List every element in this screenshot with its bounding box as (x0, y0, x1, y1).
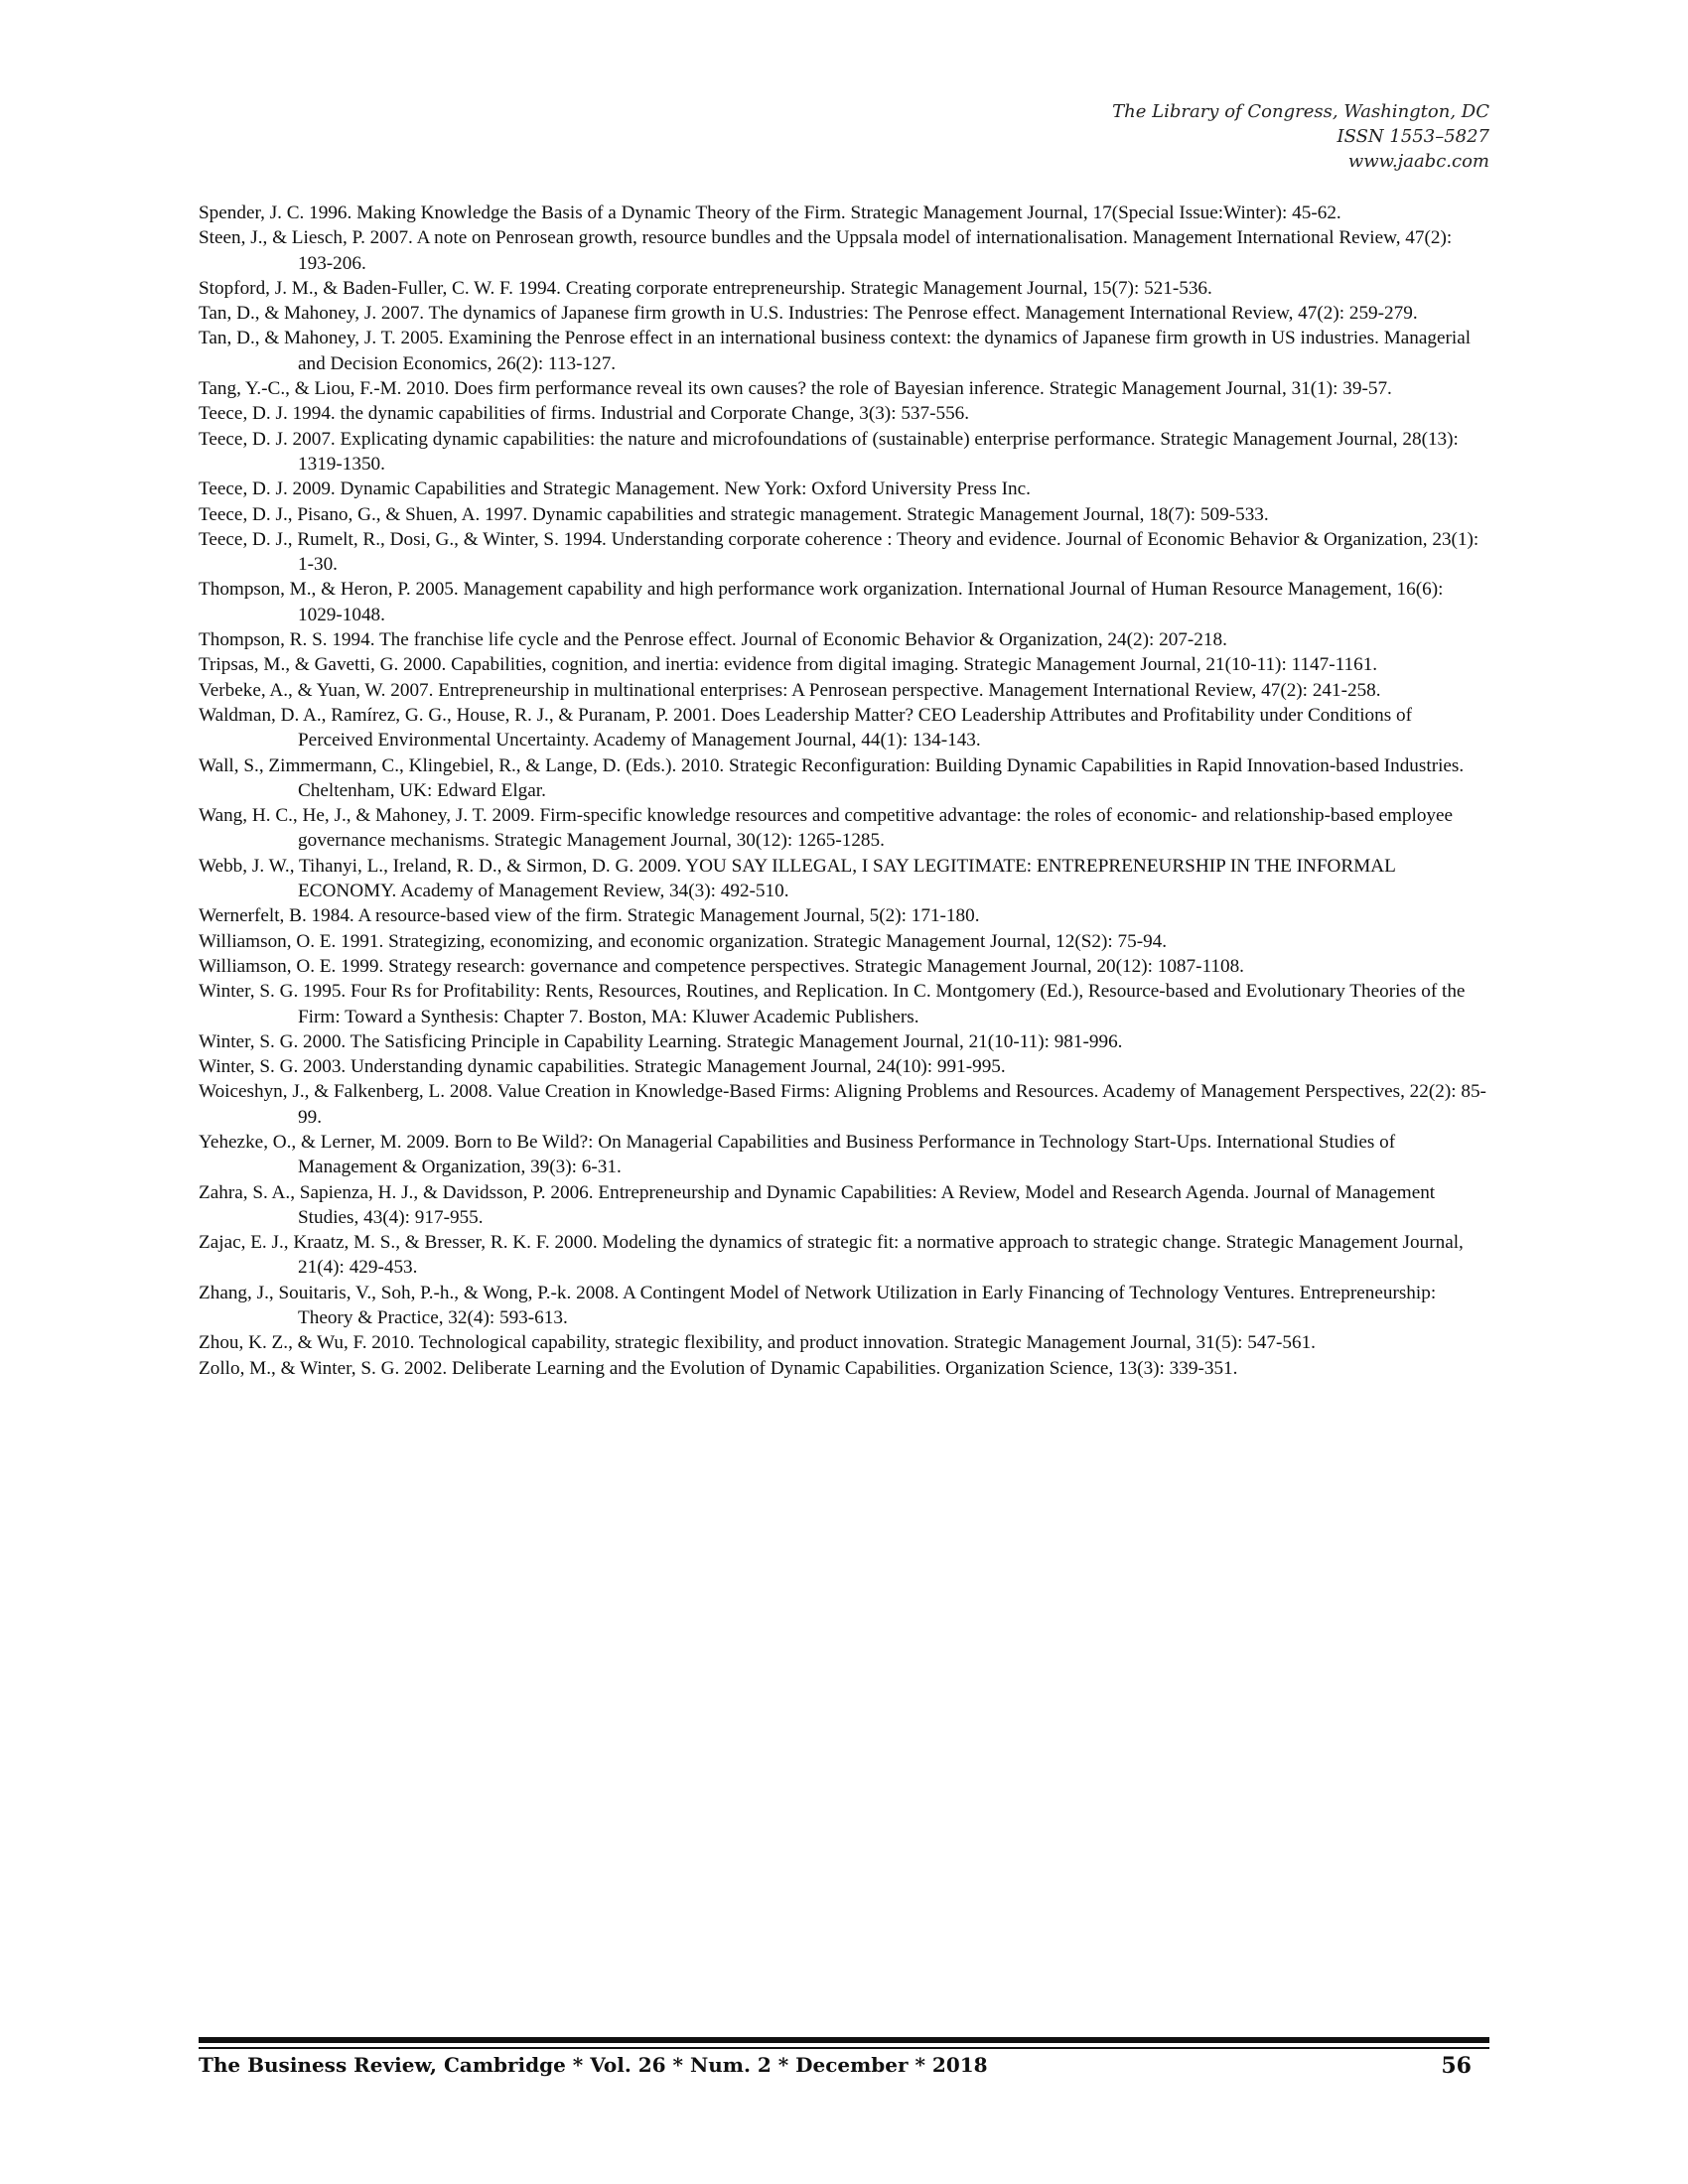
reference-entry: Winter, S. G. 2003. Understanding dynamic capabilities. Strategic Management Journal, 24(10): 991-995. (199, 1056, 1006, 1078)
reference-entry: Teece, D. J. 2007. Explicating dynamic capabilities: the nature and microfoundations of (sustainable) enterprise performance. Strategic Management Journal, 28(13): 1319-1350. (199, 428, 1459, 475)
reference-entry: Woiceshyn, J., & Falkenberg, L. 2008. Value Creation in Knowledge-Based Firms: Aligning Problems and Resources. Academy of Management Perspectives, 22(2): 85-99. (199, 1081, 1486, 1128)
reference-entry: Wernerfelt, B. 1984. A resource-based view of the firm. Strategic Management Journal, 5(2): 171-180. (199, 905, 980, 927)
reference-entry: Zajac, E. J., Kraatz, M. S., & Bresser, R. K. F. 2000. Modeling the dynamics of strategic fit: a normative approach to strategic change. Strategic Management Journal, 21(4): 429-453. (199, 1232, 1464, 1279)
reference-entry: Williamson, O. E. 1999. Strategy research: governance and competence perspectives. Strategic Management Journal, 20(12): 1087-1108. (199, 955, 1244, 977)
reference-entry: Winter, S. G. 1995. Four Rs for Profitability: Rents, Resources, Routines, and Replication. In C. Montgomery (Ed.), Resource-based and Evolutionary Theories of the Firm: Toward a Synthesis: Chapter 7. Boston, MA: Kluwer Academic Publishers. (199, 981, 1466, 1027)
reference-entry: Wang, H. C., He, J., & Mahoney, J. T. 2009. Firm-specific knowledge resources and competitive advantage: the roles of economic- and relationship-based employee governance mechanisms. Strategic Management Journal, 30(12): 1265-1285. (199, 805, 1454, 852)
reference-entry: Tan, D., & Mahoney, J. T. 2005. Examining the Penrose effect in an international business context: the dynamics of Japanese firm growth in US industries. Managerial and Decision Economics, 26(2): 113-127. (199, 328, 1472, 374)
reference-entry: Teece, D. J. 1994. the dynamic capabilities of firms. Industrial and Corporate Change, 3(3): 537-556. (199, 403, 970, 425)
footer-rule-thin (199, 2047, 1489, 2049)
footer-rule-thick (199, 2037, 1489, 2043)
header-website: www.jaabc.com (1347, 151, 1489, 172)
reference-list (199, 201, 1489, 1381)
reference-entry: Winter, S. G. 2000. The Satisficing Principle in Capability Learning. Strategic Management Journal, 21(10-11): 981-996. (199, 1030, 1123, 1052)
page-number: 56 (1441, 2053, 1472, 2079)
reference-entry: Wall, S., Zimmermann, C., Klingebiel, R., & Lange, D. (Eds.). 2010. Strategic Reconfiguration: Building Dynamic Capabilities in Rapid Innovation-based Industries. Cheltenham, UK: Edward Elgar. (199, 754, 1465, 801)
reference-entry: Teece, D. J., Pisano, G., & Shuen, A. 1997. Dynamic capabilities and strategic management. Strategic Management Journal, 18(7): 509-533. (199, 503, 1269, 525)
reference-entry: Steen, J., & Liesch, P. 2007. A note on Penrosean growth, resource bundles and the Uppsala model of internationalisation. Management International Review, 47(2): 193-206. (199, 227, 1453, 274)
reference-entry: Zollo, M., & Winter, S. G. 2002. Deliberate Learning and the Evolution of Dynamic Capabilities. Organization Science, 13(3): 339-351. (199, 1357, 1238, 1379)
reference-entry: Thompson, M., & Heron, P. 2005. Management capability and high performance work organization. International Journal of Human Resource Management, 16(6): 1029-1048. (199, 579, 1444, 625)
reference-entry: Verbeke, A., & Yuan, W. 2007. Entrepreneurship in multinational enterprises: A Penrosean perspective. Management International Review, 47(2): 241-258. (199, 679, 1381, 701)
reference-entry: Yehezke, O., & Lerner, M. 2009. Born to Be Wild?: On Managerial Capabilities and Business Performance in Technology Start-Ups. International Studies of Management & Organization, 39(3): 6-31. (199, 1131, 1396, 1178)
page-footer (199, 2053, 1489, 2083)
reference-entry: Tang, Y.-C., & Liou, F.-M. 2010. Does firm performance reveal its own causes? the role of Bayesian inference. Strategic Management Journal, 31(1): 39-57. (199, 378, 1392, 400)
reference-entry: Waldman, D. A., Ramírez, G. G., House, R. J., & Puranam, P. 2001. Does Leadership Matter? CEO Leadership Attributes and Profitability under Conditions of Perceived Environmental Uncertainty. Academy of Management Journal, 44(1): 134-143. (199, 704, 1412, 751)
footer-journal-info: The Business Review, Cambridge * Vol. 26 * Num. 2 * December * 2018 (199, 2053, 988, 2077)
reference-entry: Tan, D., & Mahoney, J. 2007. The dynamics of Japanese firm growth in U.S. Industries: The Penrose effect. Management International Review, 47(2): 259-279. (199, 303, 1418, 325)
reference-entry: Williamson, O. E. 1991. Strategizing, economizing, and economic organization. Strategic Management Journal, 12(S2): 75-94. (199, 930, 1168, 952)
page-header (1112, 99, 1489, 174)
reference-entry: Thompson, R. S. 1994. The franchise life cycle and the Penrose effect. Journal of Economic Behavior & Organization, 24(2): 207-218. (199, 629, 1227, 651)
reference-entry: Webb, J. W., Tihanyi, L., Ireland, R. D., & Sirmon, D. G. 2009. YOU SAY ILLEGAL, I SAY LEGITIMATE: ENTREPRENEURSHIP IN THE INFORMAL ECONOMY. Academy of Management Review, 34(3): 492-510. (199, 855, 1396, 902)
reference-entry: Stopford, J. M., & Baden-Fuller, C. W. F. 1994. Creating corporate entrepreneurship. Strategic Management Journal, 15(7): 521-536. (199, 277, 1212, 299)
reference-entry: Spender, J. C. 1996. Making Knowledge the Basis of a Dynamic Theory of the Firm. Strategic Management Journal, 17(Special Issue:Winter): 45-62. (199, 203, 1341, 223)
reference-entry: Zhou, K. Z., & Wu, F. 2010. Technological capability, strategic flexibility, and product innovation. Strategic Management Journal, 31(5): 547-561. (199, 1332, 1316, 1354)
reference-entry: Tripsas, M., & Gavetti, G. 2000. Capabilities, cognition, and inertia: evidence from digital imaging. Strategic Management Journal, 21(10-11): 1147-1161. (199, 654, 1378, 676)
reference-entry: Teece, D. J., Rumelt, R., Dosi, G., & Winter, S. 1994. Understanding corporate coherence : Theory and evidence. Journal of Economic Behavior & Organization, 23(1): 1-30. (199, 528, 1479, 576)
reference-entry: Zhang, J., Souitaris, V., Soh, P.-h., & Wong, P.-k. 2008. A Contingent Model of Network Utilization in Early Financing of Technology Ventures. Entrepreneurship: Theory & Practice, 32(4): 593-613. (199, 1282, 1437, 1329)
reference-entry: Teece, D. J. 2009. Dynamic Capabilities and Strategic Management. New York: Oxford University Press Inc. (199, 478, 1031, 500)
header-issn: ISSN 1553–5827 (1336, 126, 1489, 147)
header-library: The Library of Congress, Washington, DC (1112, 101, 1489, 122)
reference-entry: Zahra, S. A., Sapienza, H. J., & Davidsson, P. 2006. Entrepreneurship and Dynamic Capabilities: A Review, Model and Research Agenda. Journal of Management Studies, 43(4): 917-955. (199, 1181, 1436, 1228)
